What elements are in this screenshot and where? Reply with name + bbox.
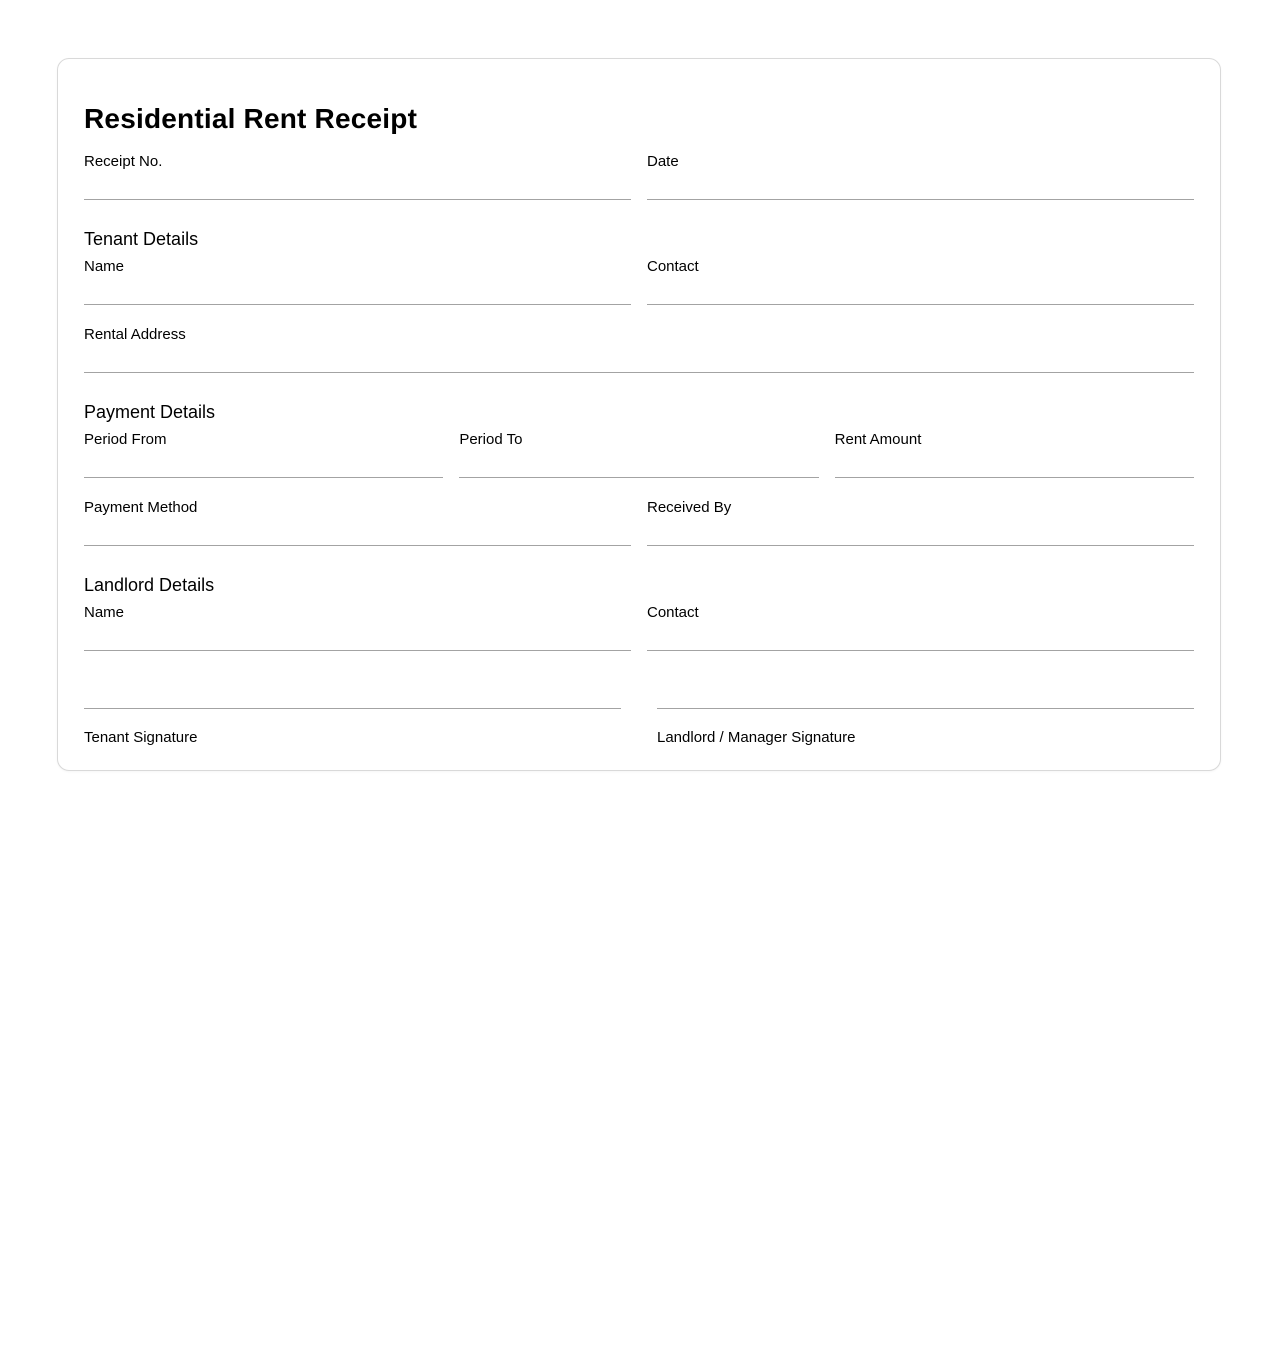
rent-amount-input[interactable] <box>835 448 1194 478</box>
tenant-signature-label: Tenant Signature <box>84 729 198 746</box>
payment-method-row <box>84 499 1194 546</box>
page <box>0 58 1278 1358</box>
tenant-signature-line[interactable] <box>84 651 621 709</box>
period-to-input[interactable] <box>459 448 818 478</box>
rental-address-input[interactable] <box>84 343 1194 373</box>
rental-address-label: Rental Address <box>84 326 186 343</box>
rent-amount-label: Rent Amount <box>834 431 922 448</box>
period-to-label: Period To <box>459 431 523 448</box>
field-rent-amount <box>835 431 1194 478</box>
field-landlord-name <box>84 604 631 651</box>
field-received-by <box>647 499 1194 546</box>
receipt-meta-row <box>84 153 1194 200</box>
payment-period-row <box>84 431 1194 478</box>
rental-address-row <box>84 326 1194 373</box>
field-rental-address <box>84 326 1194 373</box>
tenant-name-label: Name <box>84 258 125 275</box>
landlord-details-heading: Landlord Details <box>84 575 215 595</box>
receipt-no-input[interactable] <box>84 170 631 200</box>
payment-details-heading: Payment Details <box>84 402 216 422</box>
date-input[interactable] <box>647 170 1194 200</box>
received-by-label: Received By <box>647 499 732 516</box>
receipt-no-label: Receipt No. <box>84 153 163 170</box>
landlord-contact-input[interactable] <box>647 621 1194 651</box>
field-period-from <box>84 431 443 478</box>
received-by-input[interactable] <box>647 516 1194 546</box>
field-tenant-signature <box>84 651 621 746</box>
field-payment-method <box>84 499 631 546</box>
page-title: Residential Rent Receipt <box>84 103 418 134</box>
period-from-input[interactable] <box>84 448 443 478</box>
field-period-to <box>459 431 818 478</box>
field-tenant-name <box>84 258 631 305</box>
field-landlord-signature <box>657 651 1194 746</box>
landlord-name-contact-row <box>84 604 1194 651</box>
landlord-name-input[interactable] <box>84 621 631 651</box>
field-receipt-no <box>84 153 631 200</box>
landlord-signature-label: Landlord / Manager Signature <box>657 729 856 746</box>
period-from-label: Period From <box>84 431 167 448</box>
payment-method-input[interactable] <box>84 516 631 546</box>
tenant-contact-input[interactable] <box>647 275 1194 305</box>
tenant-name-contact-row <box>84 258 1194 305</box>
signature-row <box>84 651 1194 746</box>
tenant-contact-label: Contact <box>647 258 699 275</box>
payment-method-label: Payment Method <box>84 499 198 516</box>
tenant-details-heading: Tenant Details <box>84 229 199 249</box>
field-date <box>647 153 1194 200</box>
field-tenant-contact <box>647 258 1194 305</box>
field-landlord-contact <box>647 604 1194 651</box>
landlord-contact-label: Contact <box>647 604 699 621</box>
landlord-name-label: Name <box>84 604 125 621</box>
rent-receipt-card <box>57 58 1221 771</box>
landlord-signature-line[interactable] <box>657 651 1194 709</box>
tenant-name-input[interactable] <box>84 275 631 305</box>
date-label: Date <box>647 153 679 170</box>
